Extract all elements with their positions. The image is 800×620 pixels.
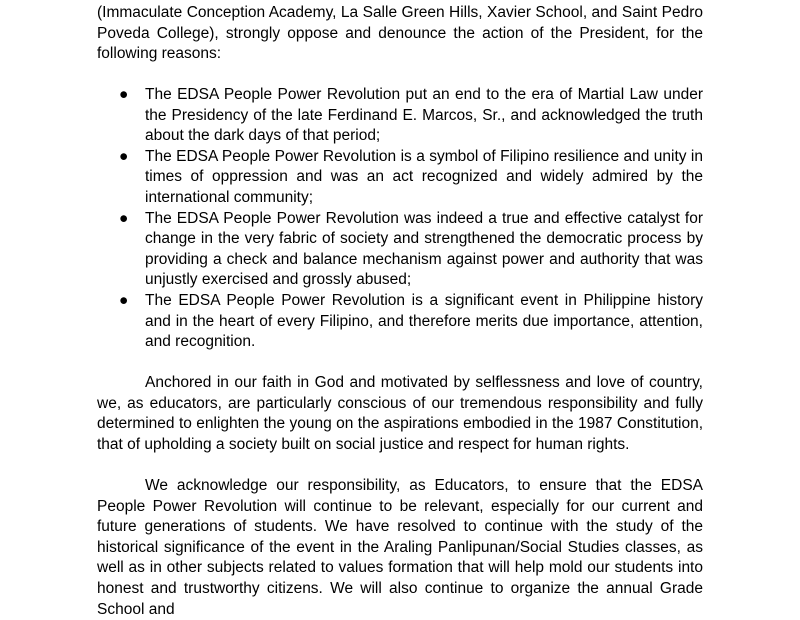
acknowledge-paragraph: We acknowledge our responsibility, as Educators, to ensure that the EDSA People Power Revolution will continue to be relevant, especially for our current and future generations of students. We have resolved to continue with the study of the historical significance of the event in the Araling Panlipunan/Social Studies classes, as well as in other subjects related to values formation that will help mold our students into honest and trustworthy citizens. We will also continue to organize the annual Grade School and <box>97 477 703 618</box>
bullet-icon: ● <box>119 147 129 165</box>
reasons-list <box>97 85 703 353</box>
list-item <box>97 291 703 353</box>
list-item <box>97 209 703 291</box>
list-item <box>97 85 703 147</box>
bullet-icon: ● <box>119 209 129 227</box>
reason-text: The EDSA People Power Revolution put an end to the era of Martial Law under the Presidency of the late Ferdinand E. Marcos, Sr., and acknowledged the truth about the dark days of that period; <box>145 86 703 145</box>
bullet-icon: ● <box>119 86 129 103</box>
reason-text: The EDSA People Power Revolution is a symbol of Filipino resilience and unity in times of oppression and was an act recognized and widely admired by the international community; <box>145 147 703 206</box>
intro-paragraph: (Immaculate Conception Academy, La Salle Green Hills, Xavier School, and Saint Pedro Poveda College), strongly oppose and denounce the action of the President, for the following reasons: <box>97 4 703 63</box>
anchored-paragraph: Anchored in our faith in God and motivated by selflessness and love of country, we, as educators, are particularly conscious of our tremendous responsibility and fully determined to enlighten the young on the aspirations embodied in the 1987 Constitution, that of upholding a society built on social justice and respect for human rights. <box>97 374 703 453</box>
reason-text: The EDSA People Power Revolution is a significant event in Philippine history and in the heart of every Filipino, and therefore merits due importance, attention, and recognition. <box>145 291 703 351</box>
reason-text: The EDSA People Power Revolution was indeed a true and effective catalyst for change in the very fabric of society and strengthened the democratic process by providing a check and balance mechanism against power and authority that was unjustly exercised and grossly abused; <box>145 209 703 289</box>
bullet-icon: ● <box>119 291 129 309</box>
list-item <box>97 147 703 209</box>
